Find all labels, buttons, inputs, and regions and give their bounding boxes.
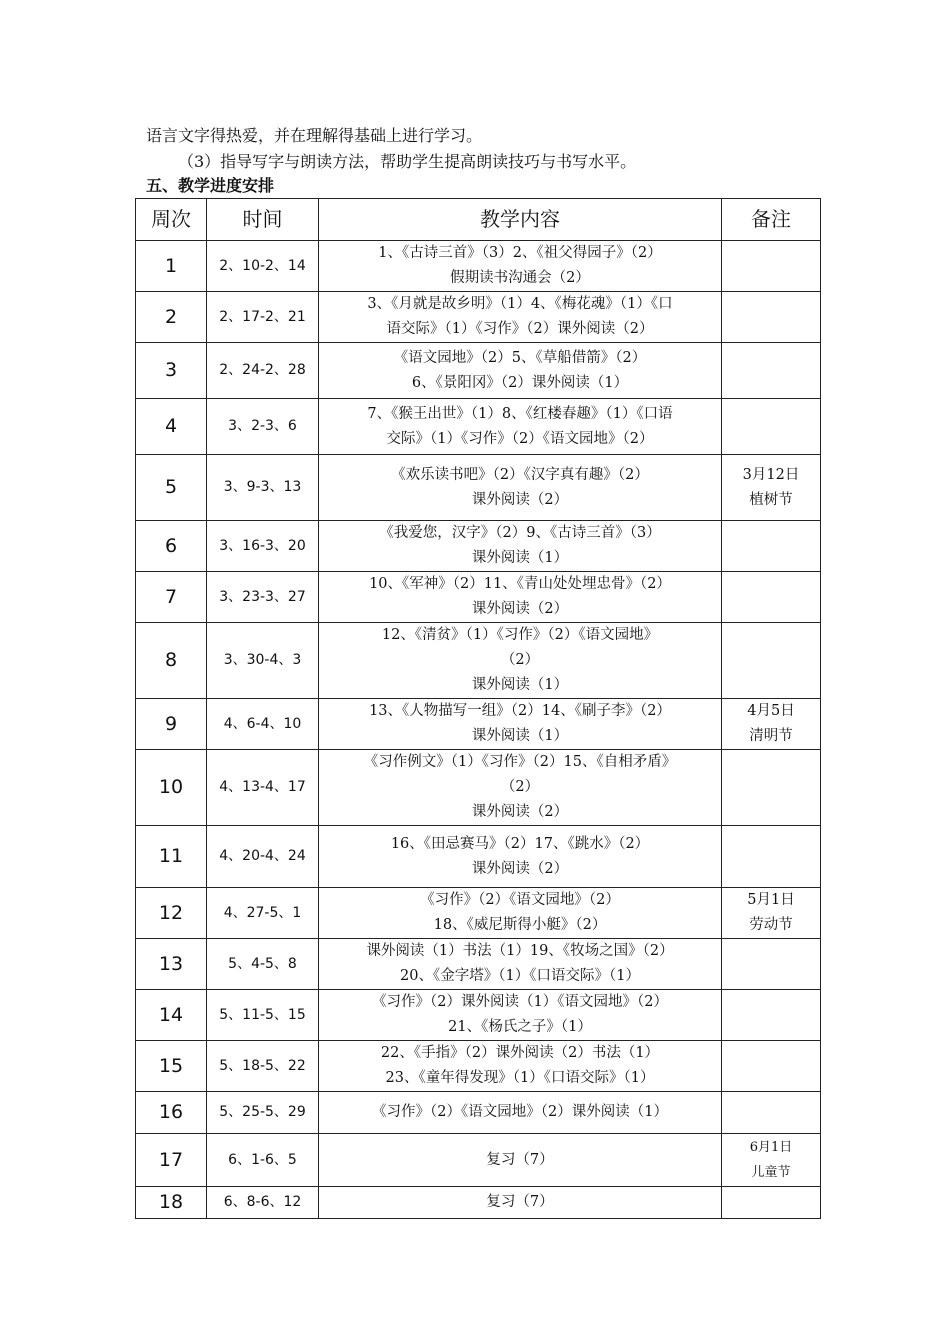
time-cell: 4、13-4、17 (207, 750, 319, 826)
time-cell: 3、9-3、13 (207, 455, 319, 521)
header-week: 周次 (136, 199, 207, 241)
content-line: 《习作》（2）课外阅读（1）《语文园地》（2） (372, 994, 668, 1010)
header-time: 时间 (207, 199, 319, 241)
content-cell (319, 1134, 722, 1187)
note-line: 劳动节 (749, 917, 793, 933)
schedule-table (135, 198, 821, 1219)
note-cell (722, 750, 821, 826)
content-line: 21、《杨氏之子》（1） (448, 1019, 592, 1035)
note-line: 6月1日 (749, 1140, 793, 1155)
table-row (136, 1134, 821, 1187)
note-line: 5月1日 (747, 892, 795, 908)
time-cell: 5、4-5、8 (207, 939, 319, 990)
content-line: 《欢乐读书吧》（2）《汉字真有趣》（2） (391, 466, 649, 483)
content-line: 复习（7） (486, 1194, 554, 1210)
content-line: 复习（7） (486, 1151, 554, 1168)
note-cell (722, 1041, 821, 1092)
note-cell (722, 455, 821, 521)
content-line: 12、《清贫》（1）《习作》（2）《语文园地》 (381, 627, 659, 643)
content-line: 《习作》（2）《语文园地》（2）课外阅读（1） (372, 1104, 668, 1120)
content-line: 20、《金字塔》（1）《口语交际》（1） (400, 968, 640, 984)
table-body (136, 241, 821, 1219)
note-cell (722, 399, 821, 455)
content-cell (319, 343, 722, 399)
content-cell (319, 750, 722, 826)
week-cell: 16 (136, 1092, 207, 1134)
table-row (136, 990, 821, 1041)
note-line: 儿童节 (751, 1165, 791, 1180)
content-line: 《习作》（2）《语文园地》（2） (420, 892, 620, 908)
paragraph-line-1: 语言文字得热爱，并在理解得基础上进行学习。 (146, 126, 483, 145)
note-cell (722, 1134, 821, 1187)
content-line: 交际》（1）《习作》（2）《语文园地》（2） (386, 430, 654, 447)
note-cell (722, 888, 821, 939)
content-line: 课外阅读（1） (471, 728, 569, 744)
note-cell (722, 343, 821, 399)
content-line: 18、《威尼斯得小艇》（2） (433, 917, 607, 933)
week-cell: 6 (136, 521, 207, 572)
table-row (136, 826, 821, 888)
content-line: 10、《军神》（2）11、《青山处处埋忠骨》（2） (369, 576, 671, 592)
table-row (136, 1092, 821, 1134)
time-cell: 3、23-3、27 (207, 572, 319, 623)
note-cell (722, 939, 821, 990)
note-cell (722, 1092, 821, 1134)
content-line: 课外阅读（2） (471, 804, 569, 820)
content-cell (319, 521, 722, 572)
content-line: （2） (500, 779, 540, 795)
time-cell: 6、1-6、5 (207, 1134, 319, 1187)
content-line: 假期读书沟通会（2） (450, 270, 590, 286)
content-line: 《语文园地》（2）5、《草船借箭》（2） (393, 349, 647, 366)
week-cell: 18 (136, 1187, 207, 1219)
note-cell (722, 241, 821, 292)
week-cell: 12 (136, 888, 207, 939)
header-note: 备注 (722, 199, 821, 241)
content-line: （2） (500, 652, 540, 668)
content-line: 课外阅读（1）书法（1）19、《牧场之国》（2） (366, 943, 674, 959)
table-row (136, 623, 821, 699)
note-cell (722, 826, 821, 888)
note-line: 植树节 (749, 491, 793, 508)
time-cell: 3、30-4、3 (207, 623, 319, 699)
content-cell (319, 888, 722, 939)
section-heading: 五、教学进度安排 (146, 176, 275, 195)
content-cell (319, 455, 722, 521)
content-line: 课外阅读（2） (471, 860, 569, 877)
time-cell: 5、18-5、22 (207, 1041, 319, 1092)
content-line: 23、《童年得发现》（1）《口语交际》（1） (385, 1070, 655, 1086)
content-cell (319, 292, 722, 343)
time-cell: 2、10-2、14 (207, 241, 319, 292)
header-content: 教学内容 (319, 199, 722, 241)
content-line: 《我爱您，汉字》（2）9、《古诗三首》（3） (379, 525, 661, 541)
table-row (136, 939, 821, 990)
week-cell: 11 (136, 826, 207, 888)
content-cell (319, 572, 722, 623)
week-cell: 9 (136, 699, 207, 750)
content-line: 课外阅读（2） (471, 601, 569, 617)
content-cell (319, 399, 722, 455)
week-cell: 1 (136, 241, 207, 292)
table-header-row (136, 199, 821, 241)
content-cell (319, 990, 722, 1041)
note-cell (722, 572, 821, 623)
week-cell: 17 (136, 1134, 207, 1187)
table-row (136, 750, 821, 826)
table-row (136, 455, 821, 521)
content-cell (319, 241, 722, 292)
time-cell: 4、27-5、1 (207, 888, 319, 939)
week-cell: 5 (136, 455, 207, 521)
table-row (136, 1041, 821, 1092)
time-cell: 5、11-5、15 (207, 990, 319, 1041)
table-row (136, 343, 821, 399)
time-cell: 2、17-2、21 (207, 292, 319, 343)
content-line: 16、《田忌赛马》（2）17、《跳水》（2） (390, 835, 650, 852)
table-row (136, 572, 821, 623)
content-cell (319, 1092, 722, 1134)
content-cell (319, 826, 722, 888)
time-cell: 2、24-2、28 (207, 343, 319, 399)
time-cell: 6、8-6、12 (207, 1187, 319, 1219)
note-cell (722, 990, 821, 1041)
time-cell: 4、20-4、24 (207, 826, 319, 888)
week-cell: 13 (136, 939, 207, 990)
time-cell: 5、25-5、29 (207, 1092, 319, 1134)
paragraph-line-2: （3）指导写字与朗读方法，帮助学生提高朗读技巧与书写水平。 (178, 152, 637, 171)
week-cell: 7 (136, 572, 207, 623)
content-line: 课外阅读（1） (471, 677, 569, 693)
content-line: 1、《古诗三首》（3）2、《祖父得园子》（2） (378, 245, 662, 261)
time-cell: 3、16-3、20 (207, 521, 319, 572)
note-cell (722, 521, 821, 572)
week-cell: 10 (136, 750, 207, 826)
note-cell (722, 699, 821, 750)
table-row (136, 292, 821, 343)
content-cell (319, 1041, 722, 1092)
note-cell (722, 1187, 821, 1219)
content-line: 7、《猴王出世》（1）8、《红楼春趣》（1）《口语 (367, 405, 673, 422)
content-line: 语交际》（1）《习作》（2）课外阅读（2） (386, 321, 654, 337)
content-line: 课外阅读（2） (471, 491, 569, 508)
content-line: 22、《手指》（2）课外阅读（2）书法（1） (380, 1045, 660, 1061)
content-cell (319, 623, 722, 699)
table-row (136, 241, 821, 292)
table-row (136, 1187, 821, 1219)
week-cell: 14 (136, 990, 207, 1041)
time-cell: 3、2-3、6 (207, 399, 319, 455)
note-line: 清明节 (749, 728, 793, 744)
content-line: 3、《月就是故乡明》（1）4、《梅花魂》（1）《口 (367, 296, 673, 312)
content-line: 《习作例文》（1）《习作》（2）15、《自相矛盾》 (363, 754, 677, 770)
content-line: 13、《人物描写一组》（2）14、《刷子李》（2） (369, 703, 671, 719)
note-line: 3月12日 (742, 466, 800, 483)
table-row (136, 521, 821, 572)
week-cell: 8 (136, 623, 207, 699)
table-row (136, 888, 821, 939)
content-cell (319, 699, 722, 750)
note-line: 4月5日 (747, 703, 795, 719)
content-cell (319, 1187, 722, 1219)
table-row (136, 699, 821, 750)
time-cell: 4、6-4、10 (207, 699, 319, 750)
content-line: 课外阅读（1） (471, 550, 569, 566)
content-cell (319, 939, 722, 990)
table-row (136, 399, 821, 455)
content-line: 6、《景阳冈》（2）课外阅读（1） (411, 374, 629, 391)
week-cell: 2 (136, 292, 207, 343)
note-cell (722, 292, 821, 343)
week-cell: 4 (136, 399, 207, 455)
week-cell: 3 (136, 343, 207, 399)
week-cell: 15 (136, 1041, 207, 1092)
note-cell (722, 623, 821, 699)
